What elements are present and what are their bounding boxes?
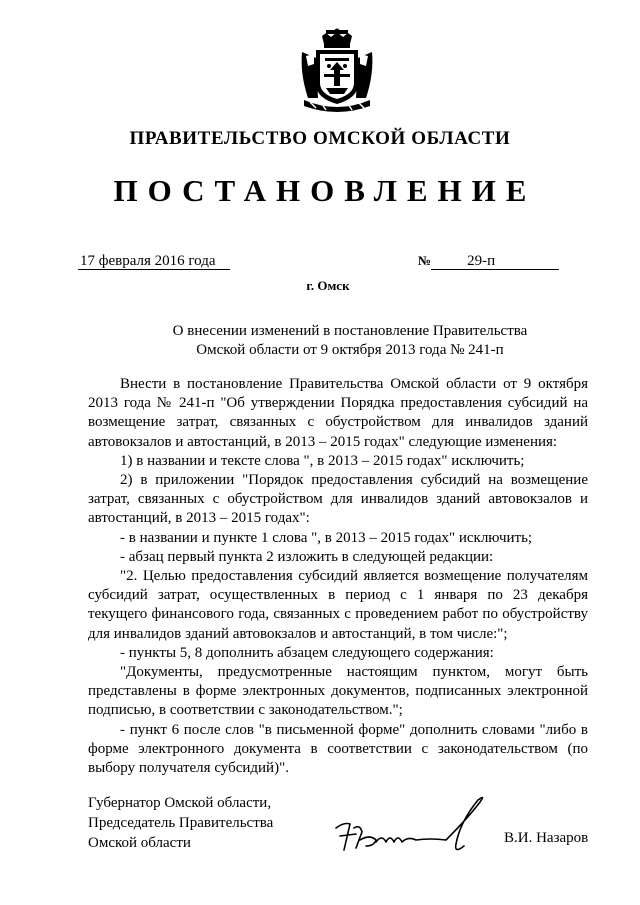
body-paragraph: - пункт 6 после слов "в письменной форме" дополнить словами "либо в форме электронного документа в соответствии с законодательством (по выбору получателя субсидий)".	[88, 721, 588, 777]
number-value: 29-п	[431, 253, 559, 270]
handwritten-signature	[330, 788, 490, 868]
body-paragraph: - абзац первый пункта 2 изложить в следующей редакции:	[120, 548, 494, 565]
document-date	[78, 253, 230, 270]
number-sign: №	[418, 253, 432, 268]
date-value: 17 февраля 2016 года	[78, 253, 230, 270]
body-paragraph: - в названии и пункте 1 слова ", в 2013 – 2015 годах" исключить;	[120, 529, 533, 546]
government-title: ПРАВИТЕЛЬСТВО ОМСКОЙ ОБЛАСТИ	[129, 128, 511, 149]
body-paragraph: Внести в постановление Правительства Омской области от 9 октября 2013 года № 241-п "Об утверждении Порядка предоставления субсидий на возмещение затрат, связанных с обустройством для инвалидов зданий автовокзалов и автостанций, в 2013 – 2015 годах" следующие изменения:	[88, 376, 588, 450]
signer-title-line: Председатель Правительства	[88, 815, 274, 831]
body-paragraph: 2) в приложении "Порядок предоставления субсидий на возмещение затрат, связанных с обустройством для инвалидов зданий автовокзалов и автостанций, в 2013 – 2015 годах":	[88, 472, 588, 527]
document-subject	[120, 322, 580, 360]
subject-line: Омской области от 9 октября 2013 года № 241-п	[196, 342, 504, 358]
body-paragraph: - пункты 5, 8 дополнить абзацем следующего содержания:	[120, 644, 494, 661]
document-city: г. Омск	[306, 278, 350, 293]
body-paragraph: 1) в названии и тексте слова ", в 2013 – 2015 годах" исключить;	[120, 452, 525, 469]
body-paragraph: "2. Целью предоставления субсидий является возмещение получателям субсидий затрат, осуществленных в период с 1 января по 23 декабря текущего финансового года, связанных с проведением работ по обустройству для инвалидов зданий автовокзалов и автостанций, в том числе:";	[88, 568, 588, 642]
signer-title-block	[88, 793, 273, 853]
signer-title-line: Омской области	[88, 835, 191, 851]
body-paragraph: "Документы, предусмотренные настоящим пунктом, могут быть представлены в форме электронных документов, подписанных электронной подписью, в соответствии с законодательством.";	[88, 664, 588, 719]
signer-name: В.И. Назаров	[504, 830, 589, 846]
document-body	[88, 375, 588, 778]
signer-title-line: Губернатор Омской области,	[88, 795, 272, 811]
document-type-heading: ПОСТАНОВЛЕНИЕ	[113, 173, 537, 208]
coat-of-arms-icon	[296, 28, 378, 114]
document-number	[418, 253, 559, 270]
subject-line: О внесении изменений в постановление Правительства	[172, 323, 528, 339]
